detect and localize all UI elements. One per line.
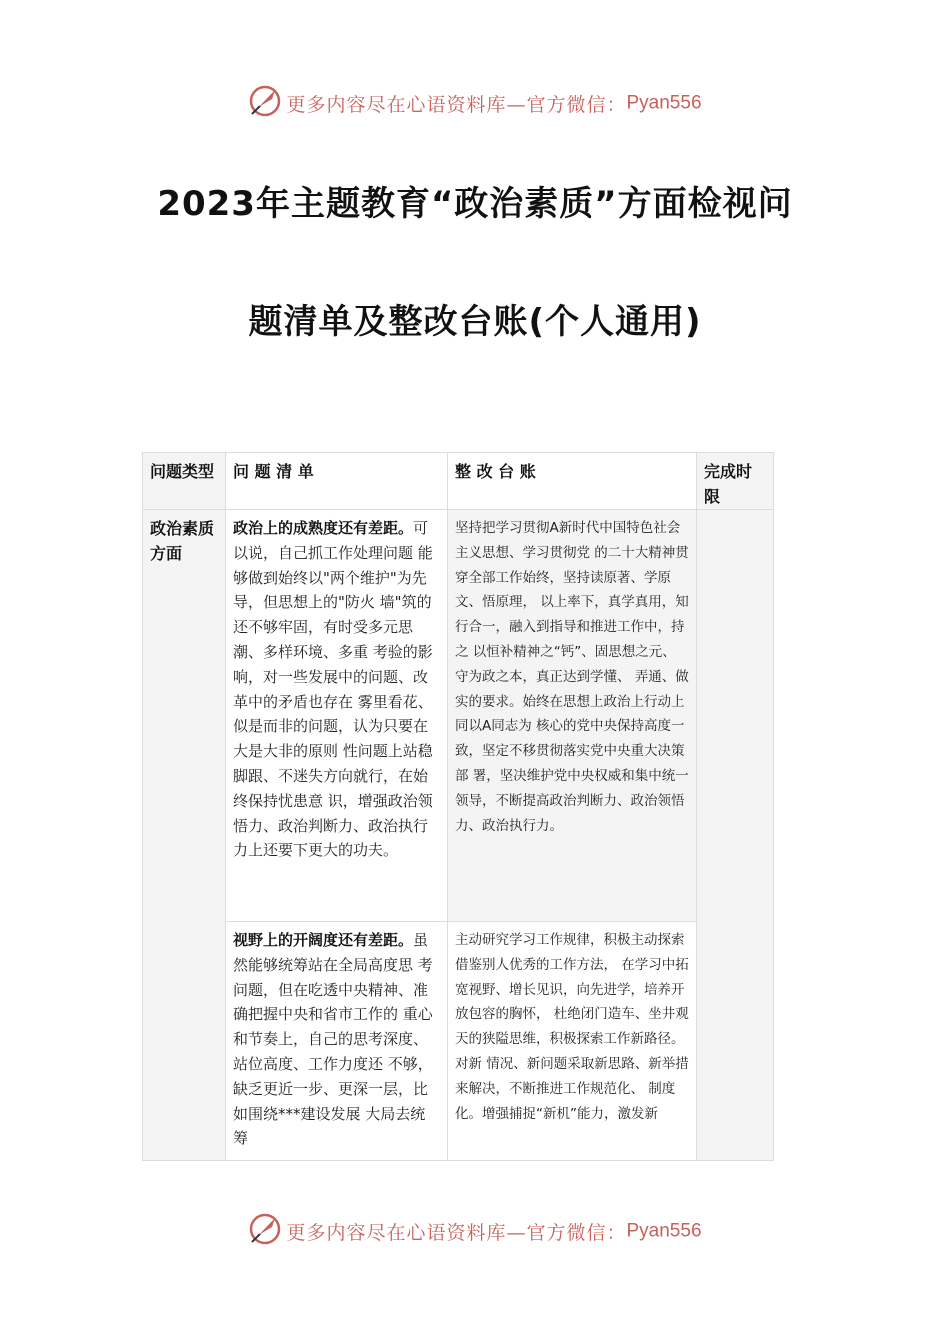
rectification-text: 主动研究学习工作规律，积极主动探索借鉴别人优秀的工作方法， 在学习中拓宽视野、增长见识，向先进学，培养开放包容的胸怀， 杜绝闭门造车、坐井观天的狭隘思维，积极探索工作新路径。对新 情况、新问题采取新思路、新举措来解决，不断推进工作规范化、 制度化。增强捕捉“新机”能力，激发新 [455,932,689,1122]
cell-issue [226,510,448,922]
cell-issue [226,922,448,1161]
page-title-line2: 题清单及整改台账(个人通用) [248,302,702,342]
cell-rectification [448,922,697,1161]
cell-rectification [448,510,697,922]
quill-logo-icon [248,84,282,123]
issue-text: 可以说，自己抓工作处理问题 能够做到始终以"两个维护"为先导，但思想上的"防火 墙"筑的还不够牢固，有时受多元思潮、多样环境、多重 考验的影响，对一些发展中的问题、改革中的矛盾也存在 雾里看花、似是而非的问题，认为只要在大是大非的原则 性问题上站稳脚跟、不迷失方向就行，在始终保持忧患意 识，增强政治领悟力、政治判断力、政治执行力上还要下更大的功夫。 [233,519,433,860]
footer-banner [0,1212,950,1251]
page-title-line1: 2023年主题教育“政治素质”方面检视问 [157,184,793,224]
footer-banner-text: 更多内容尽在心语资料库—官方微信： [286,1222,627,1244]
issue-type-label: 政治素质方面 [150,519,215,563]
header-rectification: 整 改 台 账 [448,453,697,510]
table-row [143,922,774,1161]
rectification-text: 坚持把学习贯彻A新时代中国特色社会主义思想、学习贯彻党 的二十大精神贯穿全部工作始终，坚持读原著、学原文、悟原理， 以上率下，真学真用，知行合一，融入到指导和推进工作中，持之 以恒补精神之“钙”、固思想之元、守为政之本，真正达到学懂、 弄通、做实的要求。始终在思想上政治上行动上同以A同志为 核心的党中央保持高度一致，坚定不移贯彻落实党中央重大决策部 署，坚决维护党中央权威和集中统一领导，不断提高政治判断力、政治领悟力、政治执行力。 [455,520,689,834]
cell-deadline [697,510,774,1161]
header-banner-wechat: Pyan556 [626,92,702,114]
header-type: 问题类型 [143,453,226,510]
header-banner-text: 更多内容尽在心语资料库—官方微信： [286,94,627,116]
issue-title: 政治上的成熟度还有差距。 [233,519,414,537]
header-banner [0,84,950,123]
issue-title: 视野上的开阔度还有差距。 [233,931,414,949]
table-row [143,510,774,922]
footer-banner-wechat: Pyan556 [626,1220,702,1242]
quill-logo-icon [248,1212,282,1251]
rectification-ledger-table [142,452,774,1161]
cell-type [143,510,226,1161]
table-header-row [143,453,774,510]
header-deadline: 完成时限 [697,453,774,510]
header-issues: 问 题 清 单 [226,453,448,510]
issue-text: 虽然能够统筹站在全局高度思 考问题，但在吃透中央精神、准确把握中央和省市工作的 重心和节奏上，自己的思考深度、站位高度、工作力度还 不够，缺乏更近一步、更深一层，比如围绕***建设发展 大局去统筹 [233,931,433,1148]
